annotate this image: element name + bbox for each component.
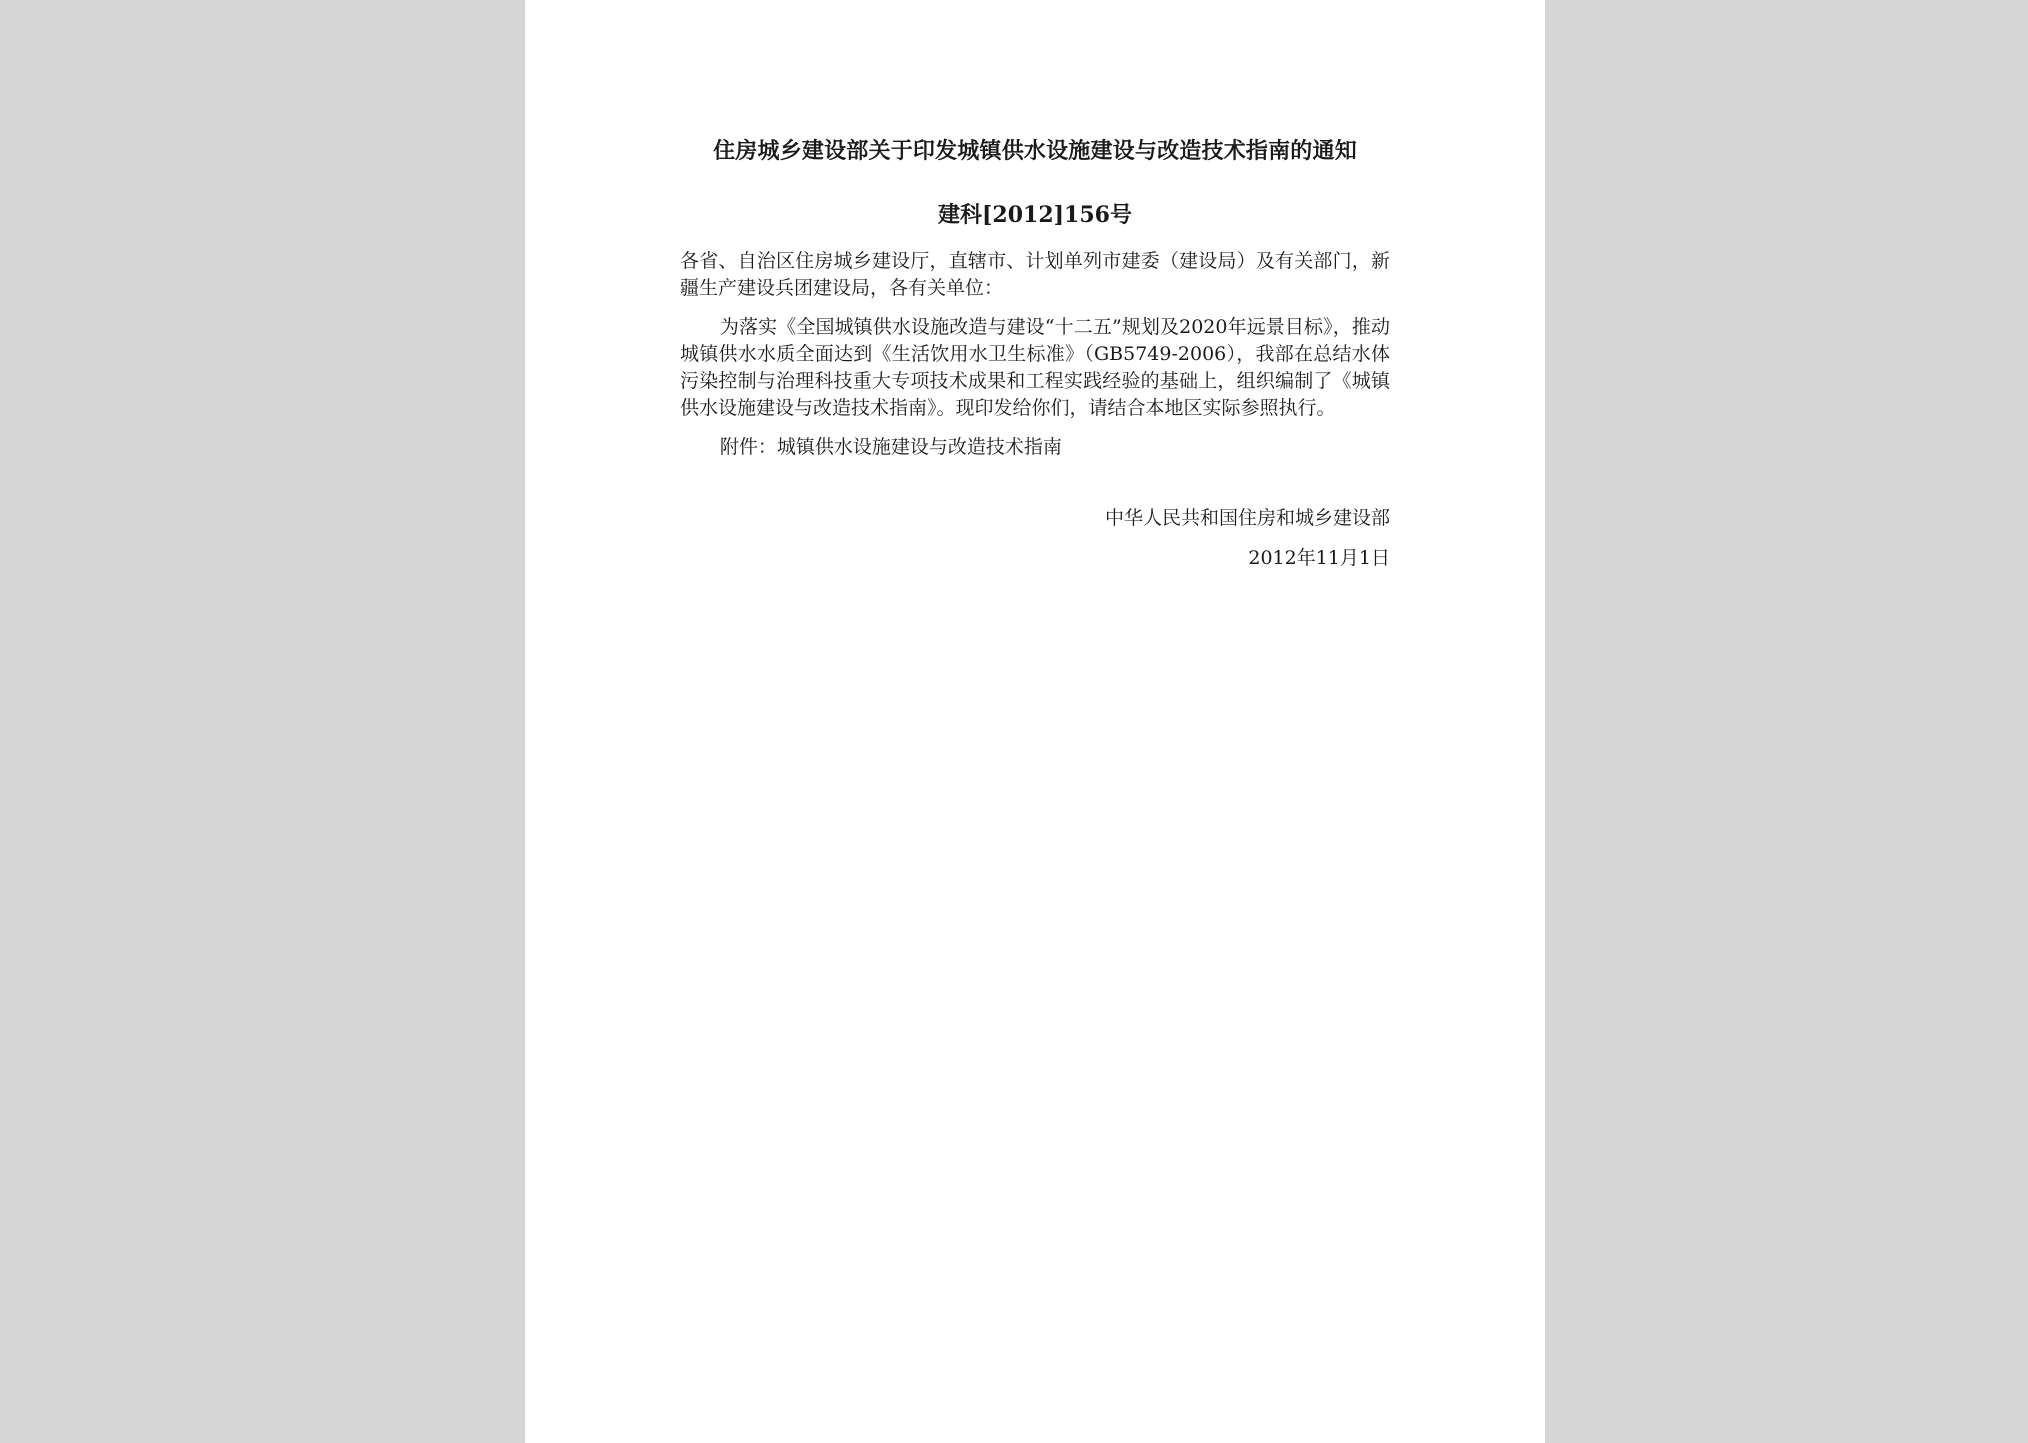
page-content [680, 126, 1390, 572]
document-number: 建科[2012]156号 [938, 202, 1132, 228]
issuer-signature: 中华人民共和国住房和城乡建设部 [1104, 507, 1390, 529]
salutation: 各省、自治区住房城乡建设厅，直辖市、计划单列市建委（建设局）及有关部门，新疆生产建设兵团建设局，各有关单位： [680, 250, 1390, 299]
document-page [525, 0, 1545, 1443]
issue-date: 2012年11月1日 [1248, 547, 1390, 569]
body-paragraph: 为落实《全国城镇供水设施改造与建设“十二五”规划及2020年远景目标》，推动城镇供水水质全面达到《生活饮用水卫生标准》（GB5749-2006），我部在总结水体污染控制与治理科技重大专项技术成果和工程实践经验的基础上，组织编制了《城镇供水设施建设与改造技术指南》。现印发给你们，请结合本地区实际参照执行。 [680, 316, 1390, 419]
document-title: 住房城乡建设部关于印发城镇供水设施建设与改造技术指南的通知 [713, 138, 1357, 164]
attachment-line: 附件：城镇供水设施建设与改造技术指南 [719, 436, 1062, 458]
